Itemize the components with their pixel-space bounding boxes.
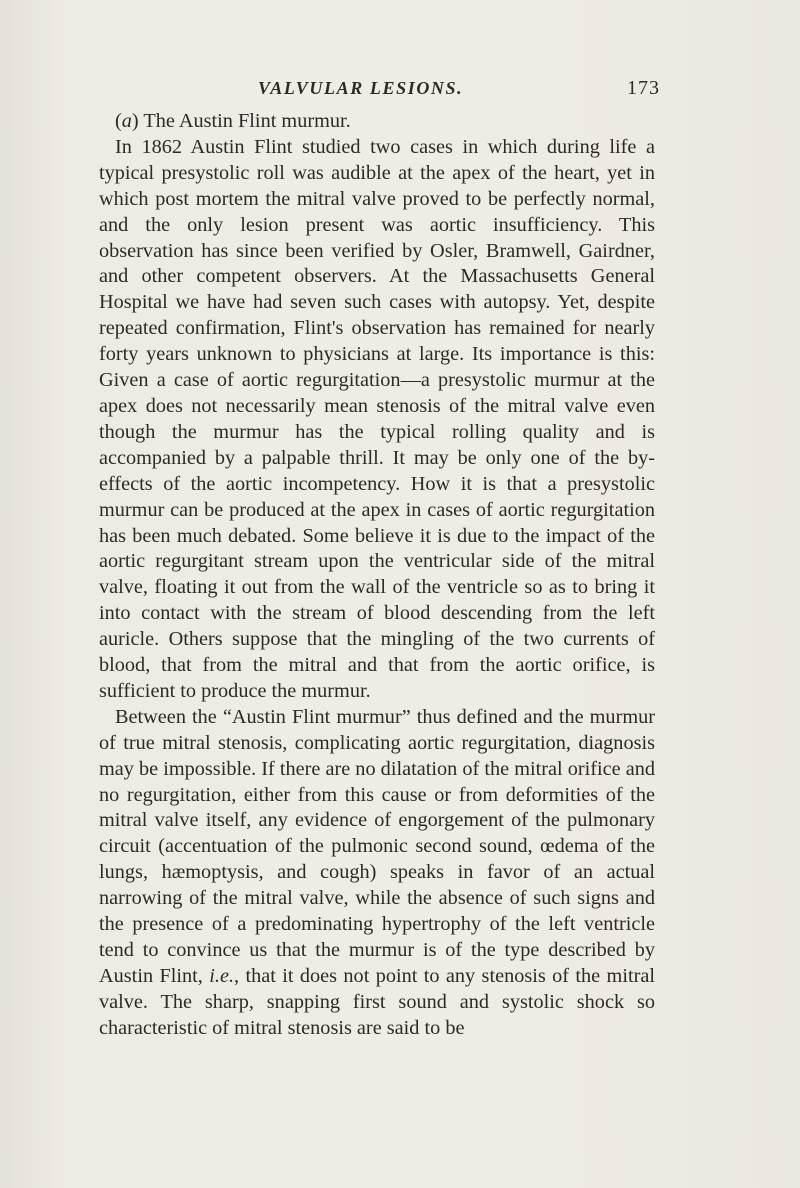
section-label-open: ( <box>115 110 122 132</box>
section-heading <box>99 109 655 135</box>
italic-abbreviation: i.e. <box>209 964 235 987</box>
paragraph: In 1862 Austin Flint studied two cases in which during life a typical presystolic roll was audible at the apex of the heart, yet in which post mortem the mitral valve proved to be perfectly normal, and the only lesion present was aortic insufficiency. This observation has since been verified by Osler, Bramwell, Gairdner, and other competent observers. At the Massachusetts General Hospital we have had seven such cases with autopsy. Yet, despite repeated confirmation, Flint's observation has remained for nearly forty years unknown to physicians at large. Its importance is this: Given a case of aortic regurgitation—a presystolic murmur at the apex does not necessarily mean stenosis of the mitral valve even though the murmur has the typical rolling quality and is accompanied by a palpable thrill. It may be only one of the by-effects of the aortic incompetency. How it is that a presystolic murmur can be produced at the apex in cases of aortic regurgitation has been much debated. Some believe it is due to the impact of the aortic regurgitant stream upon the ventricular side of the mitral valve, floating it out from the wall of the ventricle so as to bring it into contact with the stream of blood descending from the left auricle. Others suppose that the mingling of the two currents of blood, that from the mitral and that from the aortic orifice, is sufficient to produce the murmur. <box>99 135 655 702</box>
section-title: The Austin Flint murmur. <box>138 110 351 132</box>
body-text <box>99 109 655 1042</box>
page-number: 173 <box>627 77 660 99</box>
section-label-letter: a <box>121 110 132 132</box>
paragraph-text: Between the “Austin Flint murmur” thus defined and the murmur of true mitral stenosis, complicating aortic regurgitation, diagnosis may be impossible. If there are no dilatation of the mitral orifice and no regurgitation, either from this cause or from deformities of the mitral valve itself, any evidence of engorgement of the pulmonary circuit (accentuation of the pulmonic second sound, œdema of the lungs, hæmoptysis, and cough) speaks in favor of an actual narrowing of the mitral valve, while the absence of such signs and the presence of a predominating hypertrophy of the left ventricle tend to convince us that the murmur is of the type described by Austin Flint, <box>99 705 655 987</box>
paragraph-text: , that it does not point to any stenosis of the mitral valve. The sharp, snapping first sound and systolic shock so characteristic of mitral stenosis are said to be <box>99 964 655 1039</box>
paragraph <box>99 705 655 1042</box>
running-title: VALVULAR LESIONS. <box>258 78 464 98</box>
section-label-close: ) <box>131 110 139 132</box>
running-head <box>258 74 660 104</box>
